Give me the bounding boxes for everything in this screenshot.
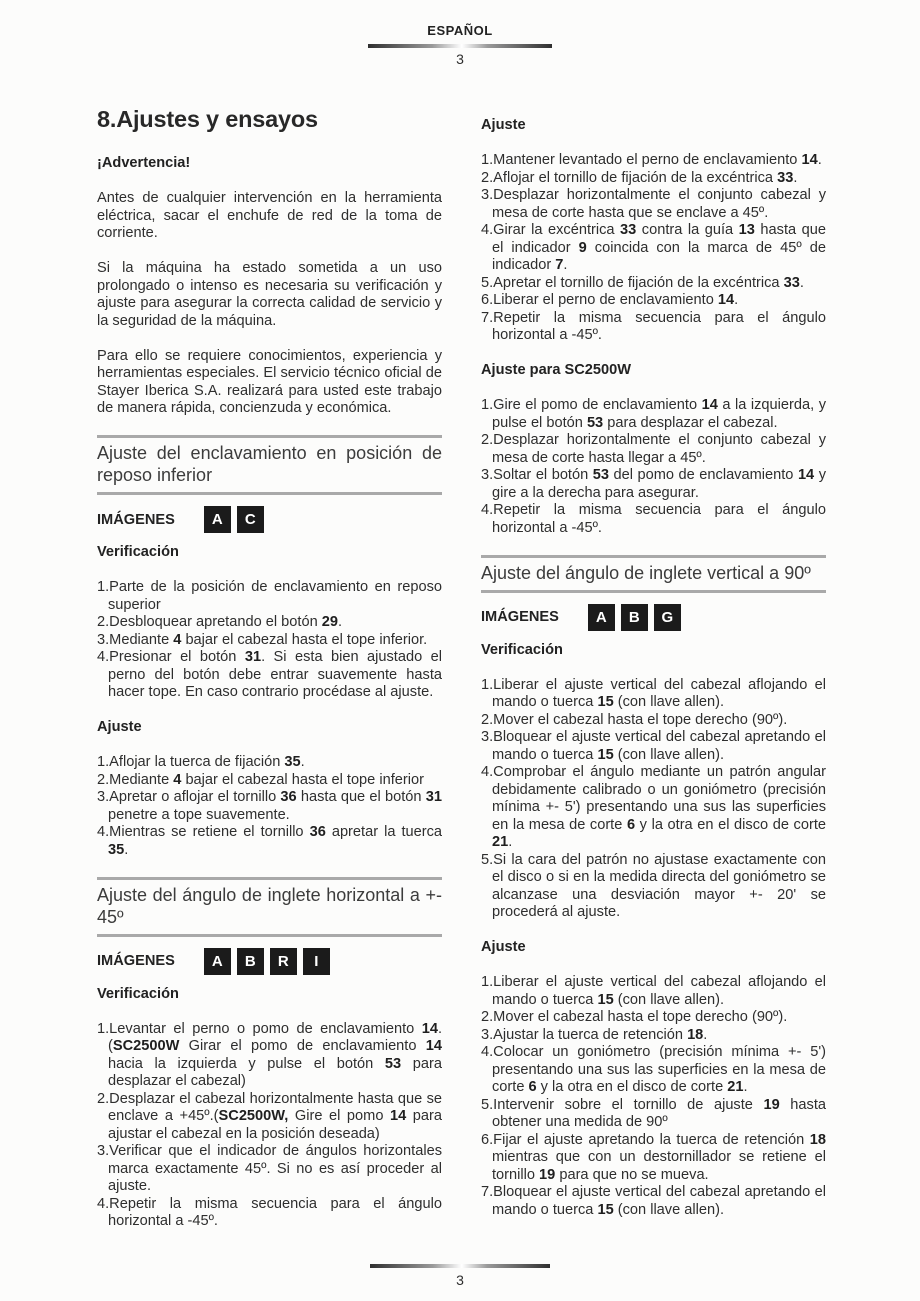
list-item: 4.Comprobar el ángulo mediante un patrón angular debidamente calibrado o un goniómetro (precisión mínima +- 5') presentando una sus las superficies en la mesa de corte 6 y la otra en el disco de corte 21. xyxy=(481,764,827,850)
subheading: Ajuste xyxy=(481,939,526,955)
main-title: 8.Ajustes y ensayos xyxy=(97,106,318,132)
figure-badge-A: A xyxy=(588,604,615,631)
header-divider xyxy=(368,44,552,48)
list-item: 4.Colocar un goniómetro (precisión mínima +- 5') presentando una sus las superficies en la mesa de corte 6 y la otra en el disco de corte 21. xyxy=(481,1044,826,1095)
figure-badges xyxy=(204,948,336,975)
right-column xyxy=(481,104,826,1237)
list-item: 4.Presionar el botón 31. Si esta bien ajustado el perno del botón debe entrar suavemente hasta hacer tope. En caso contrario procédase al ajuste. xyxy=(97,649,442,700)
list-item: 7.Bloquear el ajuste vertical del cabezal apretando el mando o tuerca 15 (con llave allen). xyxy=(481,1184,826,1218)
list-item: 1.Gire el pomo de enclavamiento 14 a la izquierda, y pulse el botón 53 para desplazar el cabezal. xyxy=(481,397,826,431)
list-item: 3.Desplazar horizontalmente el conjunto cabezal y mesa de corte hasta que se enclave a 45º. xyxy=(481,187,826,221)
list-item: 7.Repetir la misma secuencia para el ángulo horizontal a -45º. xyxy=(481,309,826,343)
list-item: 3.Apretar o aflojar el tornillo 36 hasta que el botón 31 penetre a tope suavemente. xyxy=(97,789,442,823)
list-item: 1.Liberar el ajuste vertical del cabezal aflojando el mando o tuerca 15 (con llave allen). xyxy=(481,974,826,1008)
figure-badge-I: I xyxy=(303,948,330,975)
images-row xyxy=(97,506,442,533)
list-item: 2.Desplazar el cabezal horizontalmente hasta que se enclave a +45º.(SC2500W, Gire el pomo 14 para ajustar el cabezal en la posición deseada) xyxy=(97,1090,443,1142)
list-item: 4.Girar la excéntrica 33 contra la guía 13 hasta que el indicador 9 coincida con la marca de 45º de indicador 7. xyxy=(481,222,826,273)
section-heading: Ajuste del enclavamiento en posición de reposo inferior xyxy=(97,435,442,495)
list-item: 5.Intervenir sobre el tornillo de ajuste 19 hasta obtener una medida de 90º xyxy=(481,1096,826,1130)
images-label: IMÁGENES xyxy=(481,609,559,625)
list-item: 3.Verificar que el indicador de ángulos horizontales marca exactamente 45º. Si no es así proceder al ajuste. xyxy=(97,1143,442,1194)
list-item: 2.Desbloquear apretando el botón 29. xyxy=(97,614,343,630)
subheading: Verificación xyxy=(97,544,179,560)
ordered-list xyxy=(97,1021,442,1231)
subheading: Verificación xyxy=(97,985,179,1002)
ordered-list xyxy=(481,397,826,537)
figure-badge-A: A xyxy=(204,948,231,975)
subheading: Ajuste xyxy=(97,719,142,735)
images-label: IMÁGENES xyxy=(97,953,175,969)
list-item: 4.Repetir la misma secuencia para el ángulo horizontal a -45º. xyxy=(481,502,826,536)
figure-badges xyxy=(204,506,270,533)
list-item: 3.Ajustar la tuerca de retención 18. xyxy=(481,1026,708,1043)
figure-badge-B: B xyxy=(237,948,264,975)
list-item: 3.Bloquear el ajuste vertical del cabezal apretando el mando o tuerca 15 (con llave allen). xyxy=(481,729,826,763)
list-item: 5.Si la cara del patrón no ajustase exactamente con el disco o si en la medida directa del goniómetro se alcanzase una desviación mayor +- 20' se procederá al ajuste. xyxy=(481,851,826,920)
images-label: IMÁGENES xyxy=(97,511,175,528)
header-page-number: 3 xyxy=(456,51,464,67)
list-item: 2.Aflojar el tornillo de fijación de la excéntrica 33. xyxy=(481,169,798,186)
list-item: 1.Levantar el perno o pomo de enclavamiento 14. (SC2500W Girar el pomo de enclavamiento 14 hacia la izquierda y pulse el botón 53 para desplazar el cabezal) xyxy=(97,1020,442,1089)
list-item: 4.Mientras se retiene el tornillo 36 apretar la tuerca 35. xyxy=(97,824,443,858)
list-item: 2.Mover el cabezal hasta el tope derecho (90º). xyxy=(481,1009,788,1025)
subheading: Ajuste para SC2500W xyxy=(481,362,632,378)
list-item: 5.Apretar el tornillo de fijación de la excéntrica 33. xyxy=(481,274,804,291)
section-heading: Ajuste del ángulo de inglete vertical a 90º xyxy=(481,555,826,593)
subheading: Ajuste xyxy=(481,117,526,133)
list-item: 3.Mediante 4 bajar el cabezal hasta el tope inferior. xyxy=(97,631,428,648)
footer-divider xyxy=(370,1264,550,1268)
list-item: 6.Liberar el perno de enclavamiento 14. xyxy=(481,292,739,308)
subheading: Verificación xyxy=(481,641,563,658)
list-item: 2.Mediante 4 bajar el cabezal hasta el tope inferior xyxy=(97,771,424,788)
images-row xyxy=(97,948,442,975)
list-item: 6.Fijar el ajuste apretando la tuerca de retención 18 mientras que con un destornillador se retiene el tornillo 19 para que no se mueva. xyxy=(481,1131,826,1183)
section-heading: Ajuste del ángulo de inglete horizontal a +- 45º xyxy=(97,877,442,937)
header-language-label: ESPAÑOL xyxy=(427,23,493,38)
figure-badge-C: C xyxy=(237,506,264,533)
left-column xyxy=(97,104,442,1248)
images-row xyxy=(481,604,826,631)
paragraph: Antes de cualquier intervención en la herramienta eléctrica, sacar el enchufe de red de la toma de corriente. xyxy=(97,190,442,241)
list-item: 1.Mantener levantado el perno de enclavamiento 14. xyxy=(481,152,822,168)
list-item: 1.Parte de la posición de enclavamiento en reposo superior xyxy=(97,579,442,613)
paragraph: Si la máquina ha estado sometida a un uso prolongado o intenso es necesaria su verificación y ajuste para asegurar la correcta calidad de servicio y la seguridad de la máquina. xyxy=(97,260,442,329)
list-item: 2.Mover el cabezal hasta el tope derecho (90º). xyxy=(481,711,788,728)
list-item: 4.Repetir la misma secuencia para el ángulo horizontal a -45º. xyxy=(97,1195,442,1229)
figure-badges xyxy=(588,604,687,631)
ordered-list xyxy=(481,677,826,922)
list-item: 2.Desplazar horizontalmente el conjunto cabezal y mesa de corte hasta llegar a 45º. xyxy=(481,432,826,466)
paragraph: Para ello se requiere conocimientos, experiencia y herramientas especiales. El servicio técnico oficial de Stayer Iberica S.A. realizará para usted este trabajo de manera rápida, concienzuda y económica. xyxy=(97,347,442,416)
figure-badge-G: G xyxy=(654,604,681,631)
ordered-list xyxy=(481,974,826,1219)
subheading: ¡Advertencia! xyxy=(97,155,191,171)
figure-badge-B: B xyxy=(621,604,648,631)
ordered-list xyxy=(97,754,442,859)
figure-badge-A: A xyxy=(204,506,231,533)
figure-badge-R: R xyxy=(270,948,297,975)
ordered-list xyxy=(97,579,442,702)
list-item: 1.Liberar el ajuste vertical del cabezal aflojando el mando o tuerca 15 (con llave allen). xyxy=(481,676,826,710)
list-item: 3.Soltar el botón 53 del pomo de enclavamiento 14 y gire a la derecha para asegurar. xyxy=(481,467,826,501)
ordered-list xyxy=(481,152,826,345)
footer-page-number: 3 xyxy=(456,1272,464,1288)
list-item: 1.Aflojar la tuerca de fijación 35. xyxy=(97,754,305,770)
